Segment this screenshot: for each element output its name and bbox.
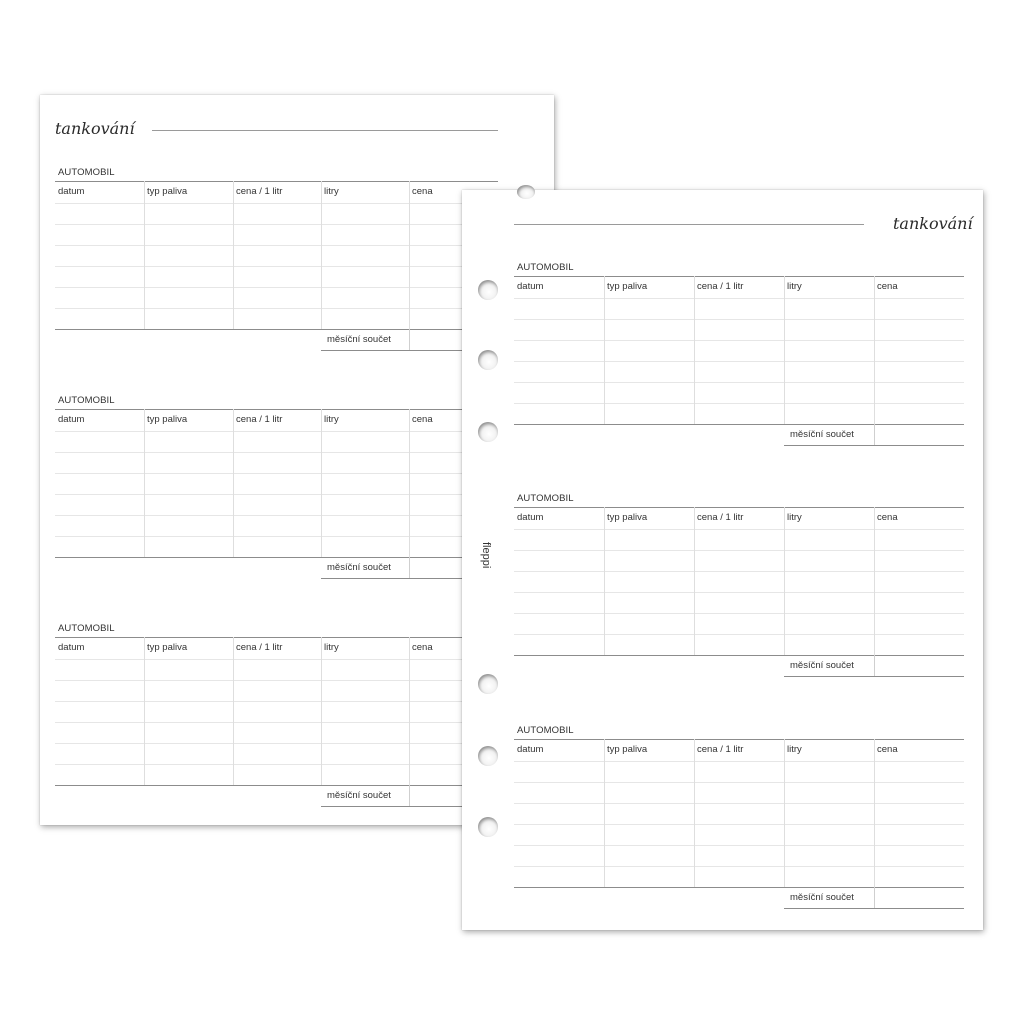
column-header: cena <box>877 512 898 523</box>
section-label: AUTOMOBIL <box>517 725 574 736</box>
column-divider <box>233 409 234 557</box>
column-divider <box>784 507 785 655</box>
table-row <box>55 245 498 246</box>
table-row <box>55 743 498 744</box>
fuel-log-table <box>55 623 498 809</box>
column-header: litry <box>787 744 802 755</box>
column-header: litry <box>324 414 339 425</box>
column-header: datum <box>517 744 544 755</box>
column-divider <box>409 409 410 557</box>
fuel-log-table <box>514 493 964 679</box>
column-divider <box>144 409 145 557</box>
column-header: datum <box>58 642 85 653</box>
column-divider <box>409 181 410 329</box>
table-row <box>55 431 498 432</box>
table-row <box>514 824 964 825</box>
monthly-total-label: měsíční součet <box>790 660 854 671</box>
column-header: typ paliva <box>607 744 648 755</box>
table-row <box>514 361 964 362</box>
monthly-total-label: měsíční součet <box>790 429 854 440</box>
footer-rule <box>514 424 964 425</box>
column-header: cena <box>412 642 433 653</box>
column-divider <box>874 276 875 424</box>
column-divider <box>321 409 322 557</box>
column-header: cena <box>412 186 433 197</box>
column-divider <box>409 637 410 785</box>
table-row <box>514 319 964 320</box>
punch-hole <box>478 280 498 300</box>
section-label: AUTOMOBIL <box>517 493 574 504</box>
table-row <box>55 659 498 660</box>
column-header: datum <box>517 512 544 523</box>
column-header: litry <box>324 186 339 197</box>
column-header: datum <box>58 186 85 197</box>
table-row <box>514 550 964 551</box>
header-rule <box>514 276 964 277</box>
fuel-log-table <box>55 167 498 353</box>
column-divider <box>694 739 695 887</box>
table-row <box>514 845 964 846</box>
column-divider <box>694 276 695 424</box>
table-row <box>55 224 498 225</box>
table-row <box>55 473 498 474</box>
table-row <box>55 536 498 537</box>
table-row <box>55 452 498 453</box>
table-row <box>55 203 498 204</box>
column-divider <box>144 637 145 785</box>
table-row <box>55 680 498 681</box>
footer-rule <box>55 329 498 330</box>
column-header: litry <box>324 642 339 653</box>
footer-rule <box>55 785 498 786</box>
table-row <box>55 722 498 723</box>
table-row <box>514 340 964 341</box>
table-row <box>55 764 498 765</box>
column-divider <box>321 637 322 785</box>
header-rule <box>55 409 498 410</box>
column-divider <box>784 739 785 887</box>
page-title: tankování <box>893 214 973 233</box>
punch-hole <box>478 350 498 370</box>
column-divider <box>874 424 875 445</box>
footer-rule <box>514 887 964 888</box>
table-row <box>514 571 964 572</box>
column-header: cena <box>412 414 433 425</box>
column-header: litry <box>787 512 802 523</box>
table-row <box>514 382 964 383</box>
column-divider <box>874 507 875 655</box>
column-header: cena / 1 litr <box>697 744 744 755</box>
table-row <box>55 494 498 495</box>
column-header: cena <box>877 744 898 755</box>
column-divider <box>409 785 410 806</box>
column-divider <box>409 557 410 578</box>
header-rule <box>55 181 498 182</box>
table-row <box>514 782 964 783</box>
column-divider <box>604 276 605 424</box>
section-label: AUTOMOBIL <box>58 623 115 634</box>
column-divider <box>233 637 234 785</box>
column-header: cena / 1 litr <box>697 281 744 292</box>
column-header: datum <box>517 281 544 292</box>
punch-hole <box>478 674 498 694</box>
footer-rule <box>55 557 498 558</box>
table-row <box>514 866 964 867</box>
column-divider <box>874 739 875 887</box>
column-header: typ paliva <box>147 414 188 425</box>
header-rule <box>514 507 964 508</box>
table-row <box>55 308 498 309</box>
monthly-total-label: měsíční součet <box>327 562 391 573</box>
monthly-total-label: měsíční součet <box>327 334 391 345</box>
section-label: AUTOMOBIL <box>58 167 115 178</box>
punch-hole <box>478 817 498 837</box>
column-divider <box>144 181 145 329</box>
column-header: cena / 1 litr <box>236 414 283 425</box>
table-row <box>55 701 498 702</box>
table-row <box>55 266 498 267</box>
column-divider <box>233 181 234 329</box>
brand-logo: fleppi <box>480 542 492 569</box>
table-row <box>514 803 964 804</box>
punch-hole <box>478 422 498 442</box>
fuel-log-table <box>514 262 964 448</box>
column-header: cena / 1 litr <box>697 512 744 523</box>
column-divider <box>604 739 605 887</box>
column-header: cena <box>877 281 898 292</box>
column-divider <box>409 329 410 350</box>
column-header: typ paliva <box>607 281 648 292</box>
planner-sheet-right <box>462 190 983 930</box>
footer-rule <box>514 655 964 656</box>
monthly-total-label: měsíční součet <box>327 790 391 801</box>
monthly-total-rule <box>784 676 964 677</box>
table-row <box>514 298 964 299</box>
column-divider <box>874 655 875 676</box>
column-divider <box>604 507 605 655</box>
table-row <box>514 761 964 762</box>
column-header: typ paliva <box>147 642 188 653</box>
section-label: AUTOMOBIL <box>517 262 574 273</box>
column-header: cena / 1 litr <box>236 642 283 653</box>
column-header: typ paliva <box>147 186 188 197</box>
table-row <box>514 634 964 635</box>
column-header: datum <box>58 414 85 425</box>
header-rule <box>55 637 498 638</box>
title-rule <box>514 224 864 225</box>
column-divider <box>321 181 322 329</box>
title-rule <box>152 130 498 131</box>
column-header: litry <box>787 281 802 292</box>
table-row <box>514 613 964 614</box>
table-row <box>55 515 498 516</box>
table-row <box>514 592 964 593</box>
table-row <box>514 529 964 530</box>
monthly-total-label: měsíční součet <box>790 892 854 903</box>
header-rule <box>514 739 964 740</box>
page-title: tankování <box>55 119 135 138</box>
fuel-log-table <box>514 725 964 911</box>
table-row <box>514 403 964 404</box>
column-header: cena / 1 litr <box>236 186 283 197</box>
fuel-log-table <box>55 395 498 581</box>
column-divider <box>874 887 875 908</box>
section-label: AUTOMOBIL <box>58 395 115 406</box>
punch-hole <box>517 185 535 199</box>
monthly-total-rule <box>784 908 964 909</box>
monthly-total-rule <box>784 445 964 446</box>
column-divider <box>784 276 785 424</box>
column-header: typ paliva <box>607 512 648 523</box>
column-divider <box>694 507 695 655</box>
table-row <box>55 287 498 288</box>
punch-hole <box>478 746 498 766</box>
